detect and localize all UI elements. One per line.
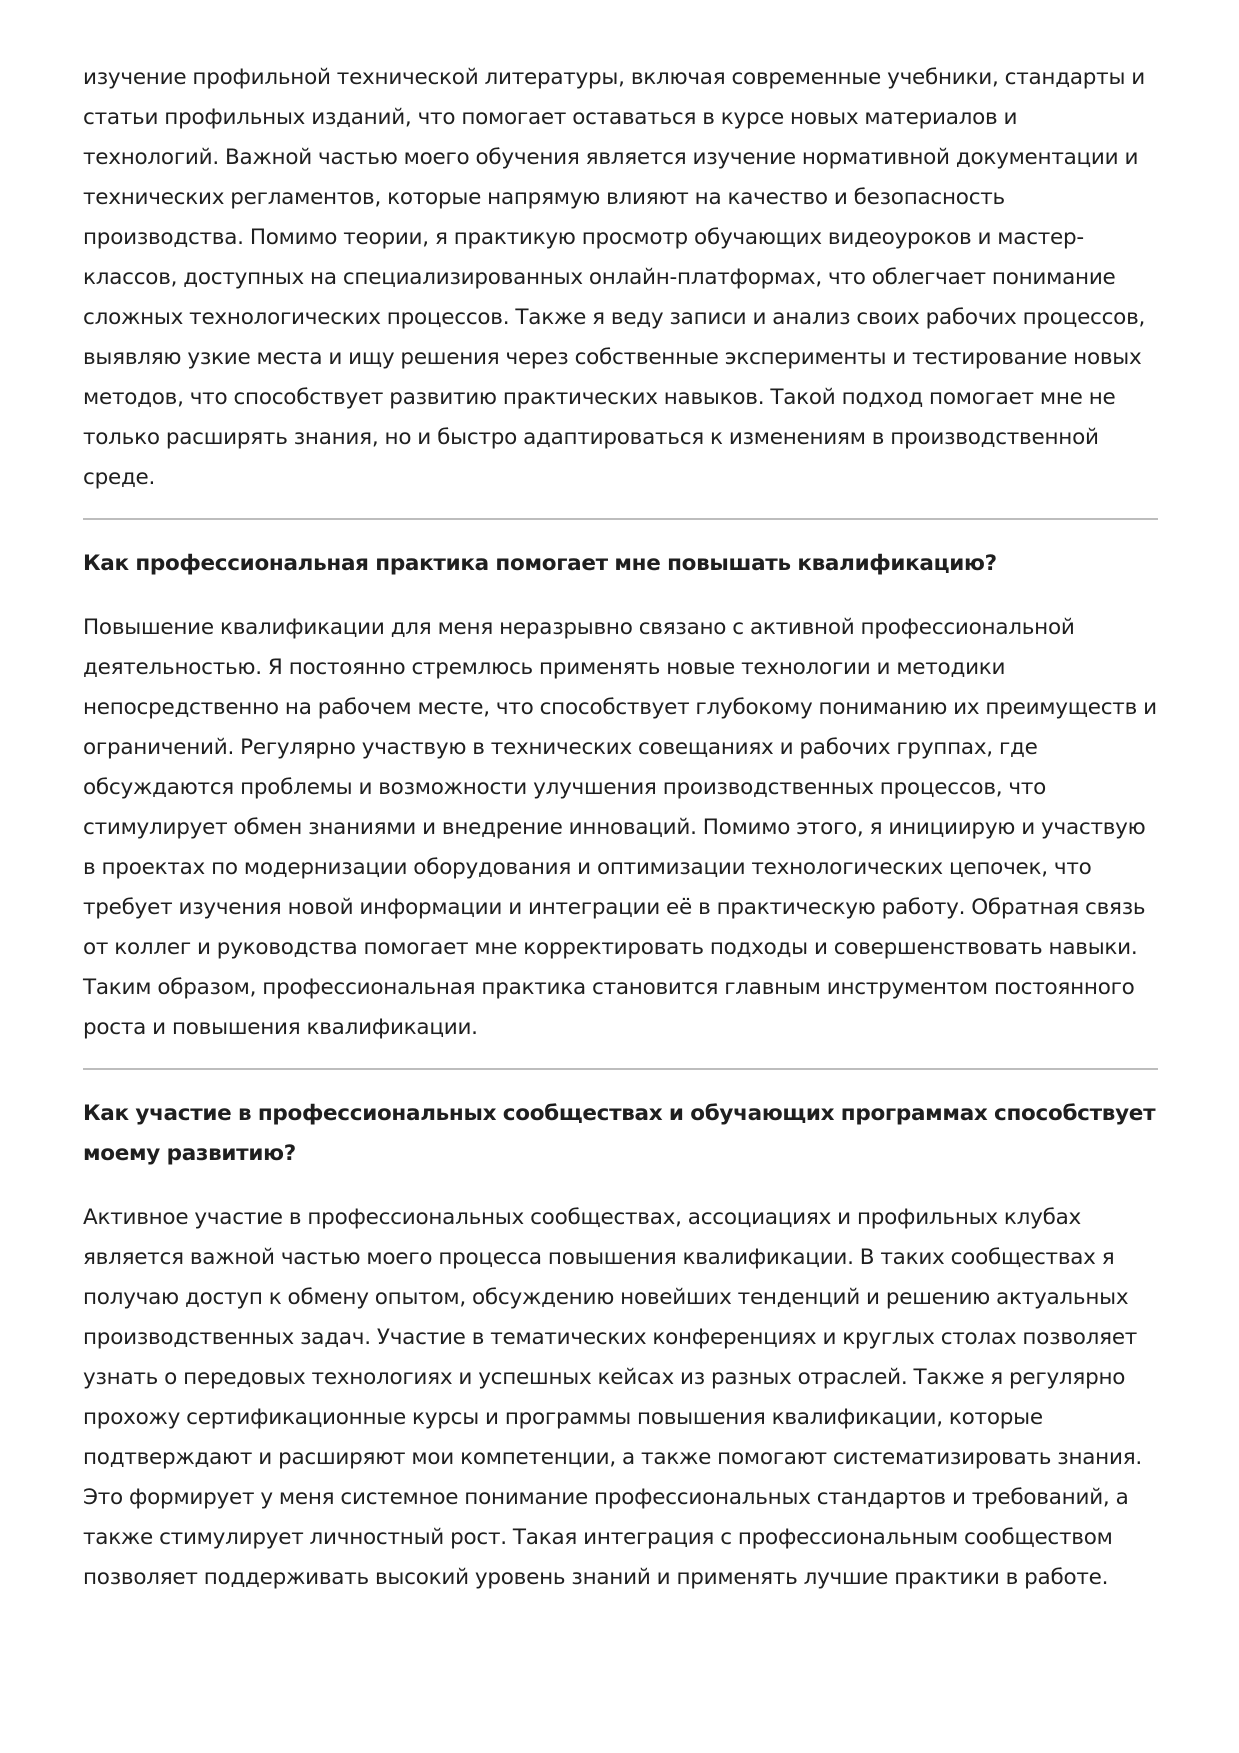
paragraph-self-study: изучение профильной технической литературы, включая современные учебники, стандарты и статьи профильных изданий, что помогает оставаться в курсе новых материалов и технологий. Важной частью моего обучения является изучение нормативной документации и технических регламентов, которые напрямую влияют на качество и безопасность производства. Помимо теории, я практикую просмотр обучающих видеоуроков и мастер-классов, доступных на специализированных онлайн-платформах, что облегчает понимание сложных технологических процессов. Также я веду записи и анализ своих рабочих процессов, выявляю узкие места и ищу решения через собственные эксперименты и тестирование новых методов, что способствует развитию практических навыков. Такой подход помогает мне не только расширять знания, но и быстро адаптироваться к изменениям в производственной среде. bbox=[83, 65, 1146, 490]
heading-professional-communities: Как участие в профессиональных сообществах и обучающих программах способствует моему развитию? bbox=[83, 1101, 1156, 1166]
heading-professional-practice: Как профессиональная практика помогает мне повышать квалификацию? bbox=[83, 551, 997, 576]
section-divider bbox=[83, 1068, 1158, 1070]
document-page bbox=[83, 58, 1158, 1598]
paragraph-professional-practice: Повышение квалификации для меня неразрывно связано с активной профессиональной деятельностью. Я постоянно стремлюсь применять новые технологии и методики непосредственно на рабочем месте, что способствует глубокому пониманию их преимуществ и ограничений. Регулярно участвую в технических совещаниях и рабочих группах, где обсуждаются проблемы и возможности улучшения производственных процессов, что стимулирует обмен знаниями и внедрение инноваций. Помимо этого, я инициирую и участвую в проектах по модернизации оборудования и оптимизации технологических цепочек, что требует изучения новой информации и интеграции её в практическую работу. Обратная связь от коллег и руководства помогает мне корректировать подходы и совершенствовать навыки. Таким образом, профессиональная практика становится главным инструментом постоянного роста и повышения квалификации. bbox=[83, 615, 1157, 1040]
section-divider bbox=[83, 518, 1158, 520]
paragraph-professional-communities: Активное участие в профессиональных сообществах, ассоциациях и профильных клубах является важной частью моего процесса повышения квалификации. В таких сообществах я получаю доступ к обмену опытом, обсуждению новейших тенденций и решению актуальных производственных задач. Участие в тематических конференциях и круглых столах позволяет узнать о передовых технологиях и успешных кейсах из разных отраслей. Также я регулярно прохожу сертификационные курсы и программы повышения квалификации, которые подтверждают и расширяют мои компетенции, а также помогают систематизировать знания. Это формирует у меня системное понимание профессиональных стандартов и требований, а также стимулирует личностный рост. Такая интеграция с профессиональным сообществом позволяет поддерживать высокий уровень знаний и применять лучшие практики в работе. bbox=[83, 1205, 1142, 1590]
